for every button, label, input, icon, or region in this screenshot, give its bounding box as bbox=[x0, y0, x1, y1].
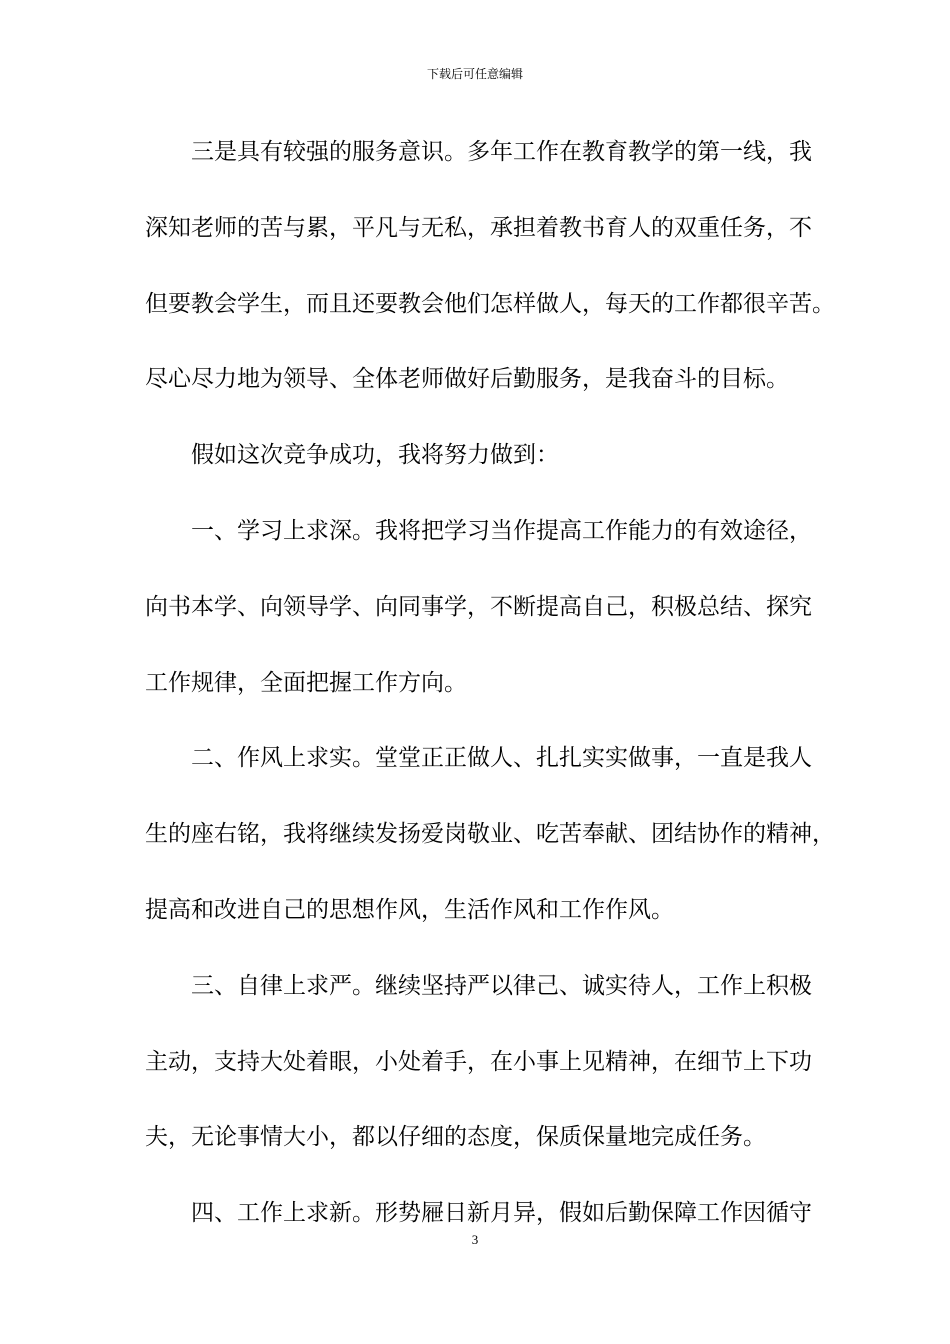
paragraph-line: 工作规律，全面把握工作方向。 bbox=[145, 669, 467, 696]
paragraph-line: 二、作风上求实。堂堂正正做人、扎扎实实做事，一直是我人 bbox=[191, 745, 812, 772]
paragraph-line: 但要教会学生，而且还要教会他们怎样做人，每天的工作都很辛苦。 bbox=[145, 290, 835, 317]
paragraph-line: 四、工作上求新。形势屜日新月异，假如后勤保障工作因循守 bbox=[191, 1200, 812, 1227]
paragraph-line: 向书本学、向领导学、向同事学，不断提高自己，积极总结、探究 bbox=[145, 593, 812, 620]
paragraph-line: 夫，无论事情大小，都以仔细的态度，保质保量地完成任务。 bbox=[145, 1124, 766, 1151]
page-header: 下载后可任意编辑 bbox=[426, 67, 523, 81]
body-text bbox=[145, 128, 835, 1265]
paragraph-line: 尽心尽力地为领导、全体老师做好后勤服务，是我奋斗的目标。 bbox=[145, 366, 789, 393]
paragraph-line: 生的座右铭，我将继续发扬爱岗敬业、吃苦奉献、团结协作的精神， bbox=[145, 821, 835, 848]
paragraph-line: 主动，支持大处着眼，小处着手，在小事上见精神，在细节上下功 bbox=[145, 1048, 812, 1075]
paragraph-line: 三是具有较强的服务意识。多年工作在教育教学的第一线，我 bbox=[191, 139, 812, 165]
paragraph-line: 三、自律上求严。继续坚持严以律己、诚实待人，工作上积极 bbox=[191, 972, 812, 999]
paragraph-line: 一、学习上求深。我将把学习当作提高工作能力的有效途径， bbox=[191, 517, 812, 544]
paragraph-line: 假如这次竞争成功，我将努力做到： bbox=[191, 442, 559, 469]
paragraph-line: 深知老师的苦与累，平凡与无私，承担着教书育人的双重任务，不 bbox=[145, 214, 812, 241]
paragraph-line: 提高和改进自己的思想作风，生活作风和工作作风。 bbox=[145, 896, 674, 923]
page-number: 3 bbox=[471, 1232, 479, 1247]
